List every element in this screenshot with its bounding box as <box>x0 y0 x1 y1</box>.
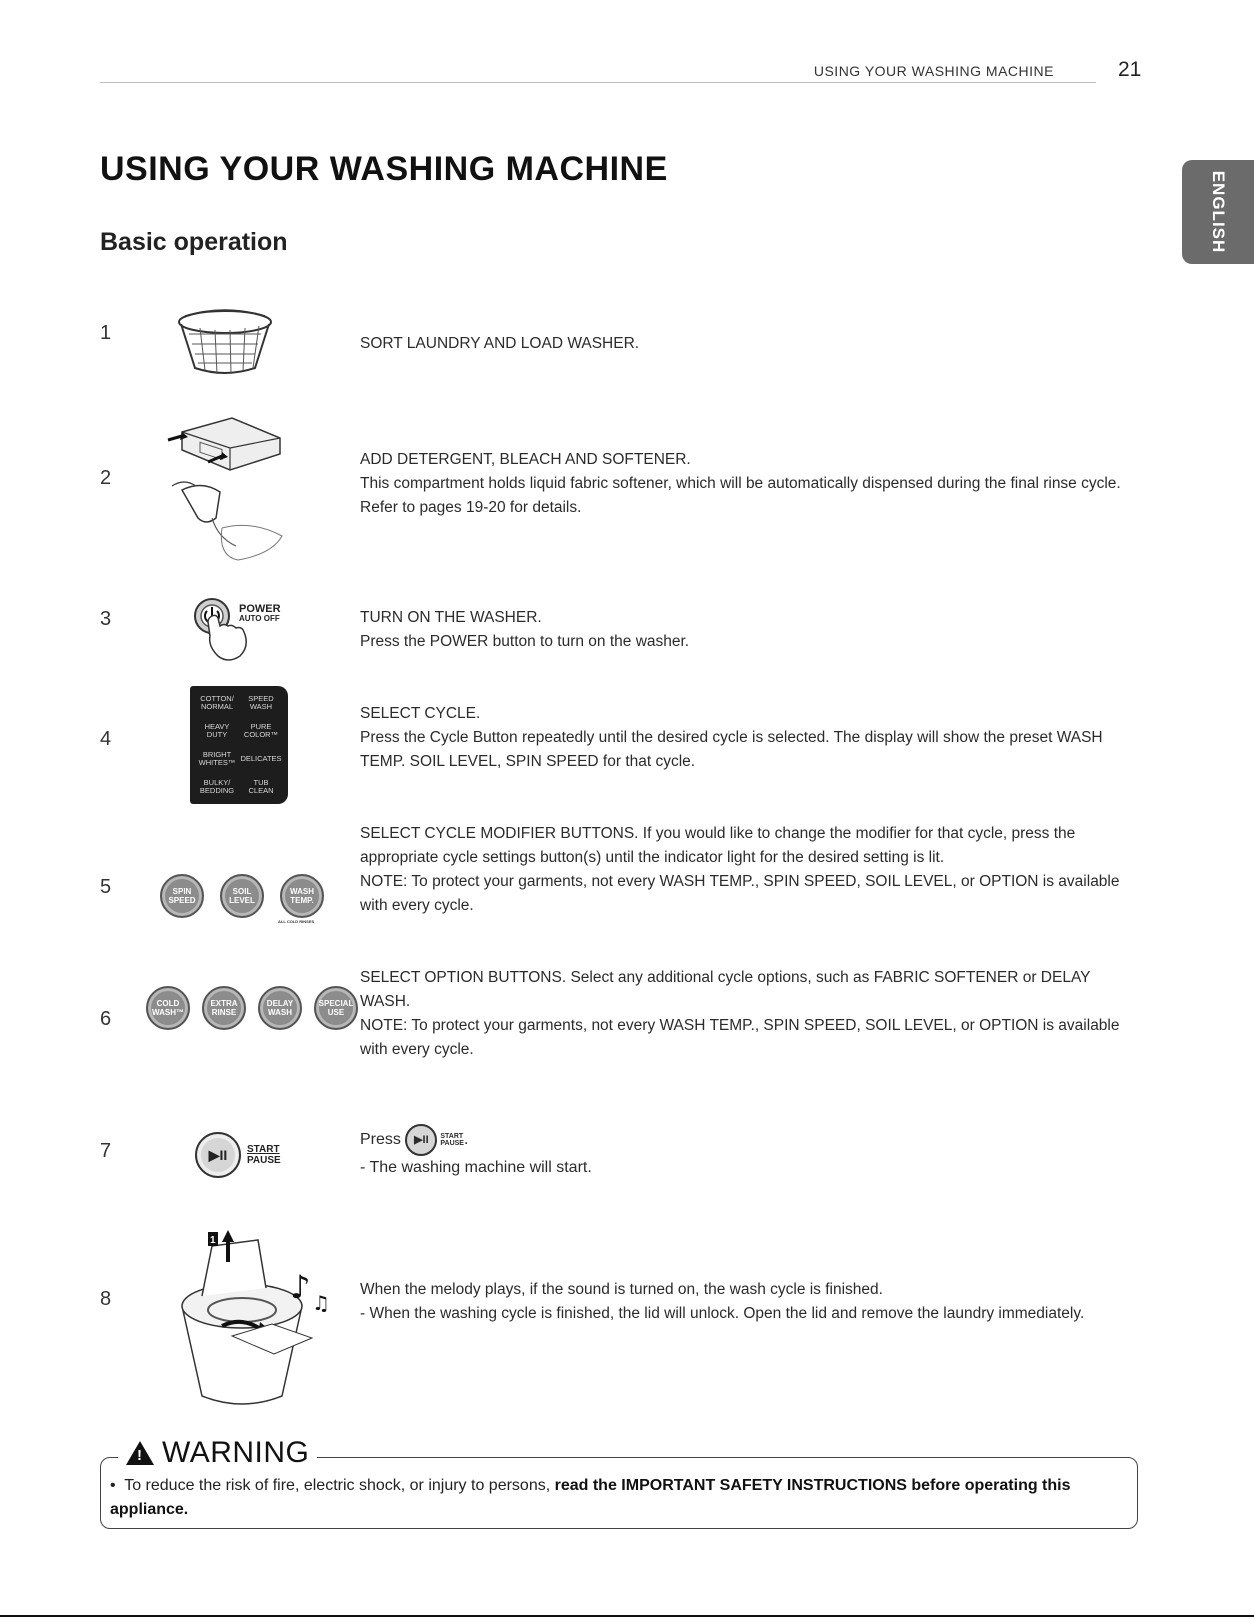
step-heading: SELECT CYCLE MODIFIER BUTTONS. If you would like to change the modifier for that cycle, press the appropriate cycle settings button(s) until the indicator light for the desired setting is lit. <box>360 825 1076 866</box>
warning-title: WARNING <box>162 1436 310 1469</box>
step-description: Press the Cycle Button repeatedly until the desired cycle is selected. The display will show the preset WASH TEMP. SOIL LEVEL, SPIN SPEED for that cycle. <box>360 729 1103 770</box>
inline-start-glyph: ▶II <box>405 1124 437 1156</box>
power-label <box>239 604 281 624</box>
step-number: 8 <box>100 1288 112 1310</box>
svg-text:♫: ♫ <box>312 1291 330 1315</box>
step-number: 3 <box>100 608 112 630</box>
step-number: 4 <box>100 728 112 750</box>
start-label: START <box>247 1144 280 1155</box>
washer-lid-open-icon <box>162 1226 332 1421</box>
cold-wash-button: COLD WASH™ <box>146 986 190 1030</box>
step-heading: SELECT CYCLE. <box>360 705 481 722</box>
warning-bold-text: read the IMPORTANT SAFETY INSTRUCTIONS before operating this appliance. <box>110 1477 1071 1518</box>
cycle-speed-wash: SPEED WASH <box>248 694 274 711</box>
press-period: . <box>463 1131 469 1149</box>
step-description: This compartment holds liquid fabric softener, which will be automatically dispensed during the final rinse cycle. Refer to pages 19-20 for details. <box>360 475 1121 516</box>
delay-wash-button: DELAY WASH <box>258 986 302 1030</box>
page-number: 21 <box>1118 58 1142 81</box>
warning-heading <box>118 1436 317 1470</box>
wash-temp-button: WASH TEMP. <box>280 874 324 918</box>
cycle-modifier-buttons <box>160 874 332 918</box>
cycle-panel <box>190 686 288 804</box>
step-text <box>360 606 1130 654</box>
step-description: - The washing machine will start. <box>360 1159 592 1176</box>
bullet: • <box>110 1477 125 1494</box>
step-text <box>360 822 1130 918</box>
bottom-rule <box>0 1615 1254 1617</box>
step-text <box>360 448 1130 520</box>
power-label-sub: AUTO OFF <box>239 614 280 623</box>
extra-rinse-button: EXTRA RINSE <box>202 986 246 1030</box>
inline-start-label <box>440 1133 464 1147</box>
press-line <box>360 1124 1130 1156</box>
start-pause-label <box>247 1144 281 1166</box>
running-header: USING YOUR WASHING MACHINE <box>813 63 1054 79</box>
section-title: Basic operation <box>100 228 288 256</box>
warning-plain-text: To reduce the risk of fire, electric shock, or injury to persons, <box>124 1477 555 1494</box>
header-divider <box>100 82 1096 83</box>
step-number: 5 <box>100 876 112 898</box>
step-text <box>360 332 1130 356</box>
step-heading: SORT LAUNDRY AND LOAD WASHER. <box>360 335 640 352</box>
language-tab <box>1182 160 1254 264</box>
inline-pause-text: PAUSE <box>440 1140 464 1147</box>
special-use-button: SPECIAL USE <box>314 986 358 1030</box>
warning-text <box>110 1474 1110 1522</box>
warning-icon <box>126 1441 154 1465</box>
laundry-basket-icon <box>175 308 275 383</box>
press-word: Press <box>360 1131 401 1149</box>
step-number: 2 <box>100 467 112 489</box>
step-heading: When the melody plays, if the sound is turned on, the wash cycle is finished. <box>360 1281 883 1298</box>
start-pause-button <box>195 1132 281 1178</box>
wash-temp-sublabel: ALL COLD RINSES <box>278 919 315 924</box>
pause-label: PAUSE <box>247 1155 281 1166</box>
step-heading: SELECT OPTION BUTTONS. Select any additional cycle options, such as FABRIC SOFTENER or DELAY WASH. <box>360 969 1091 1010</box>
step-description: Press the POWER button to turn on the washer. <box>360 633 690 650</box>
step-number: 6 <box>100 1008 112 1030</box>
start-pause-icon: ▶II <box>195 1132 241 1178</box>
step-text <box>360 702 1130 774</box>
cycle-tub-clean: TUB CLEAN <box>248 778 274 795</box>
inline-start-pause-icon <box>405 1124 464 1156</box>
step-description: - When the washing cycle is finished, the lid will unlock. Open the lid and remove the laundry immediately. <box>360 1305 1085 1322</box>
spin-speed-button: SPIN SPEED <box>160 874 204 918</box>
cycle-bright-whites: BRIGHT WHITES™ <box>198 750 236 767</box>
option-buttons <box>146 986 366 1030</box>
cycle-delicates: DELICATES <box>240 754 282 763</box>
soil-level-button: SOIL LEVEL <box>220 874 264 918</box>
step-heading: ADD DETERGENT, BLEACH AND SOFTENER. <box>360 451 691 468</box>
detergent-dispenser-icon <box>162 410 292 575</box>
cycle-pure-color: PURE COLOR™ <box>243 722 279 739</box>
page-title: USING YOUR WASHING MACHINE <box>100 150 668 188</box>
step-text <box>360 1124 1130 1180</box>
step-heading: TURN ON THE WASHER. <box>360 609 542 626</box>
cycle-heavy-duty: HEAVY DUTY <box>204 722 230 739</box>
cycle-bulky-bedding: BULKY/ BEDDING <box>199 778 235 795</box>
step-text <box>360 1278 1130 1326</box>
svg-text:1: 1 <box>210 1235 216 1246</box>
step-number: 7 <box>100 1140 112 1162</box>
cycle-cotton-normal: COTTON/ NORMAL <box>200 694 234 711</box>
step-number: 1 <box>100 322 112 344</box>
step-text <box>360 966 1130 1062</box>
step-note: NOTE: To protect your garments, not every WASH TEMP., SPIN SPEED, SOIL LEVEL, or OPTION is available with every cycle. <box>360 1017 1120 1058</box>
svg-text:♪: ♪ <box>290 1268 311 1306</box>
step-note: NOTE: To protect your garments, not every WASH TEMP., SPIN SPEED, SOIL LEVEL, or OPTION is available with every cycle. <box>360 873 1120 914</box>
inline-start-text: START <box>440 1133 464 1140</box>
power-label-main: POWER <box>239 603 281 615</box>
language-tab-label: ENGLISH <box>1209 170 1228 254</box>
